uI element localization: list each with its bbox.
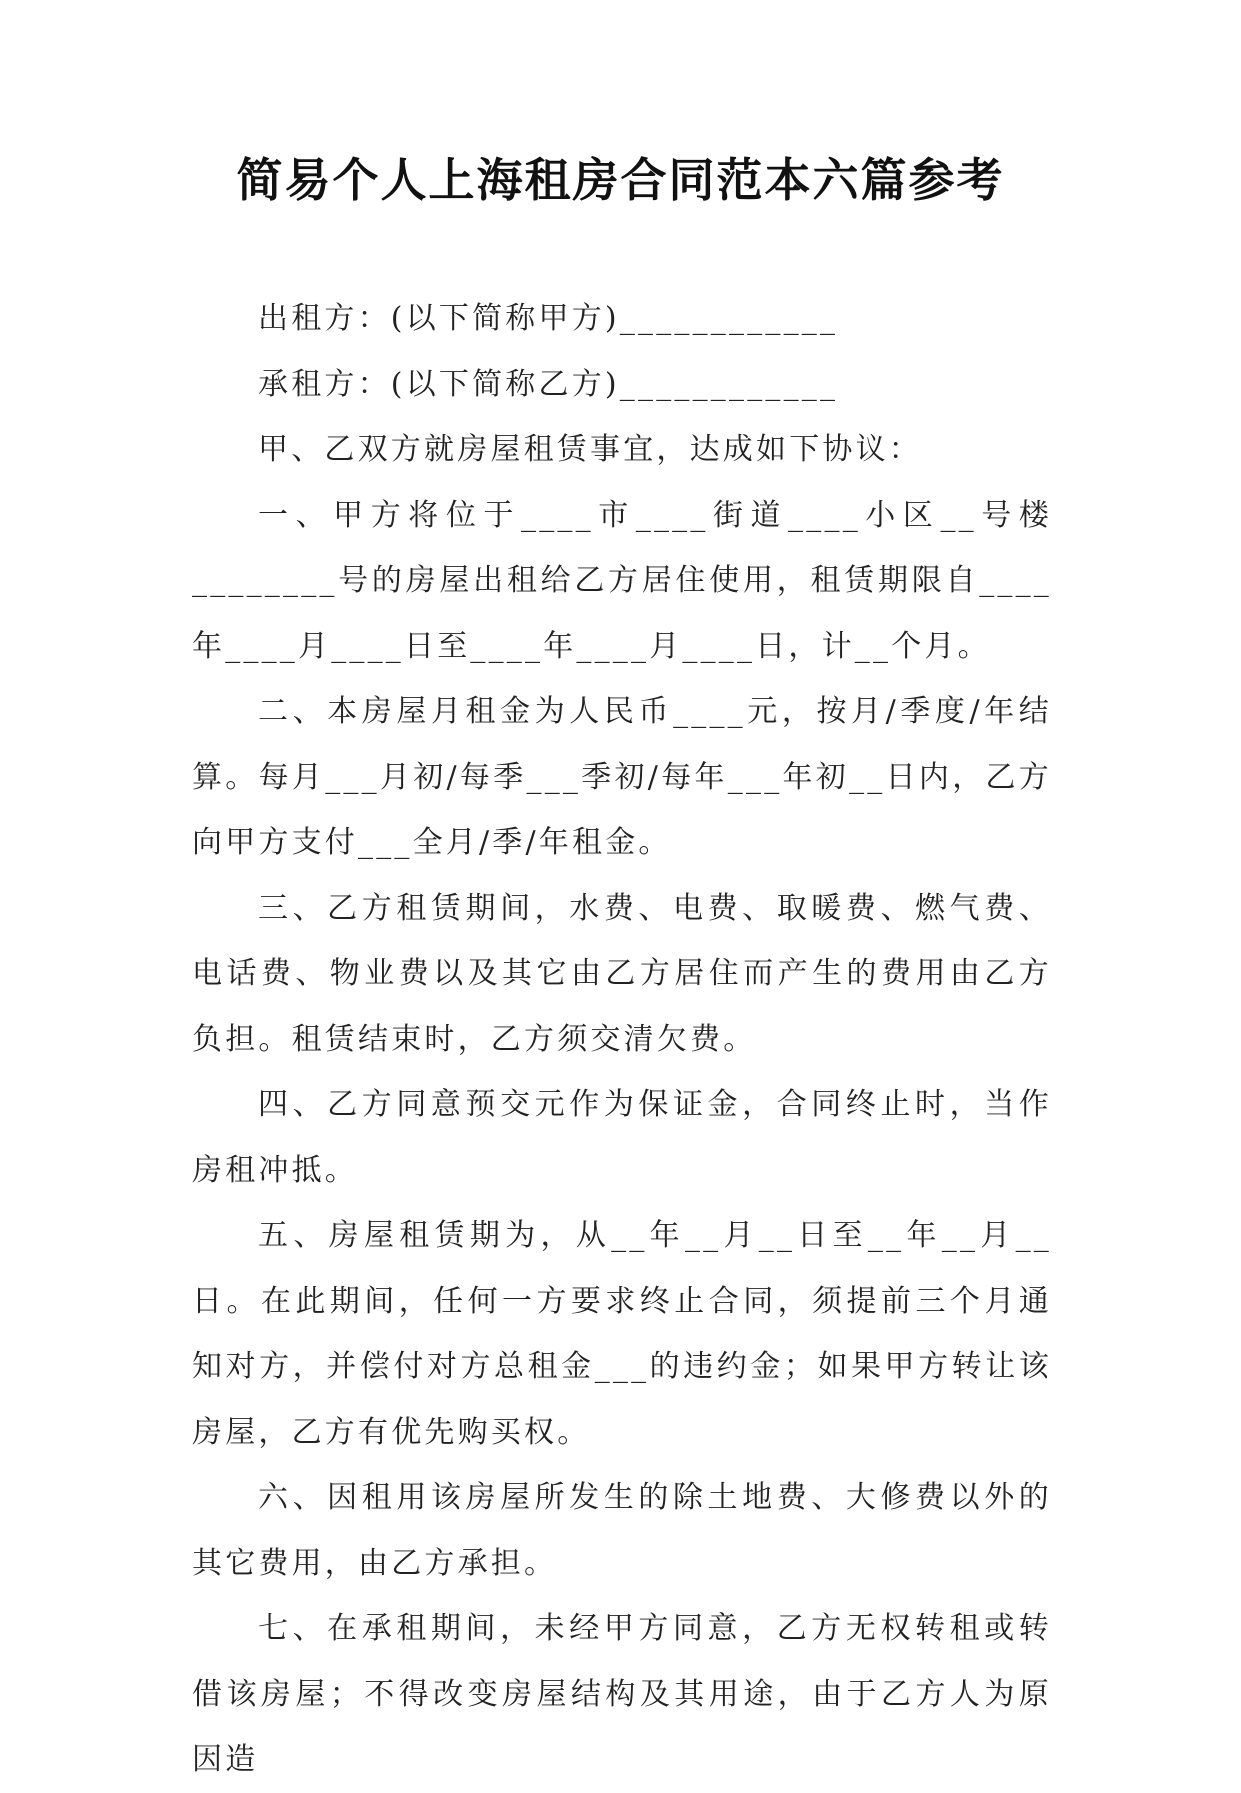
clause-3: 三、乙方租赁期间，水费、电费、取暖费、燃气费、电话费、物业费以及其它由乙方居住而产生的费用由乙方负担。租赁结束时，乙方须交清欠费。 xyxy=(192,890,1052,1057)
paragraph-lessor: 出租方：(以下简称甲方)____________ xyxy=(258,301,839,336)
clause-7: 七、在承租期间，未经甲方同意，乙方无权转租或转借该房屋；不得改变房屋结构及其用途，由于乙方人为原因造 xyxy=(192,1611,1052,1777)
document-body xyxy=(192,286,1052,1793)
paragraph-agreement-intro: 甲、乙双方就房屋租赁事宜，达成如下协议： xyxy=(258,432,922,467)
clause-2: 二、本房屋月租金为人民币____元，按月/季度/年结算。每月___月初/每季___季初/每年___年初__日内，乙方向甲方支付___全月/季/年租金。 xyxy=(192,694,1052,860)
paragraph-lessee: 承租方：(以下简称乙方)____________ xyxy=(258,366,839,402)
clause-5: 五、房屋租赁期为，从__年__月__日至__年__月__日。在此期间，任何一方要求终止合同，须提前三个月通知对方，并偿付对方总租金___的违约金；如果甲方转让该房屋，乙方有优先购买权。 xyxy=(192,1218,1052,1450)
document-title: 简易个人上海租房合同范本六篇参考 xyxy=(236,153,1005,207)
clause-4: 四、乙方同意预交元作为保证金，合同终止时，当作房租冲抵。 xyxy=(192,1087,1052,1188)
clause-1: 一、甲方将位于____市____街道____小区__号楼________号的房屋出租给乙方居住使用，租赁期限自____年____月____日至____年____月____日，计__个月。 xyxy=(192,497,1052,664)
clause-6: 六、因租用该房屋所发生的除土地费、大修费以外的其它费用，由乙方承担。 xyxy=(192,1480,1052,1581)
